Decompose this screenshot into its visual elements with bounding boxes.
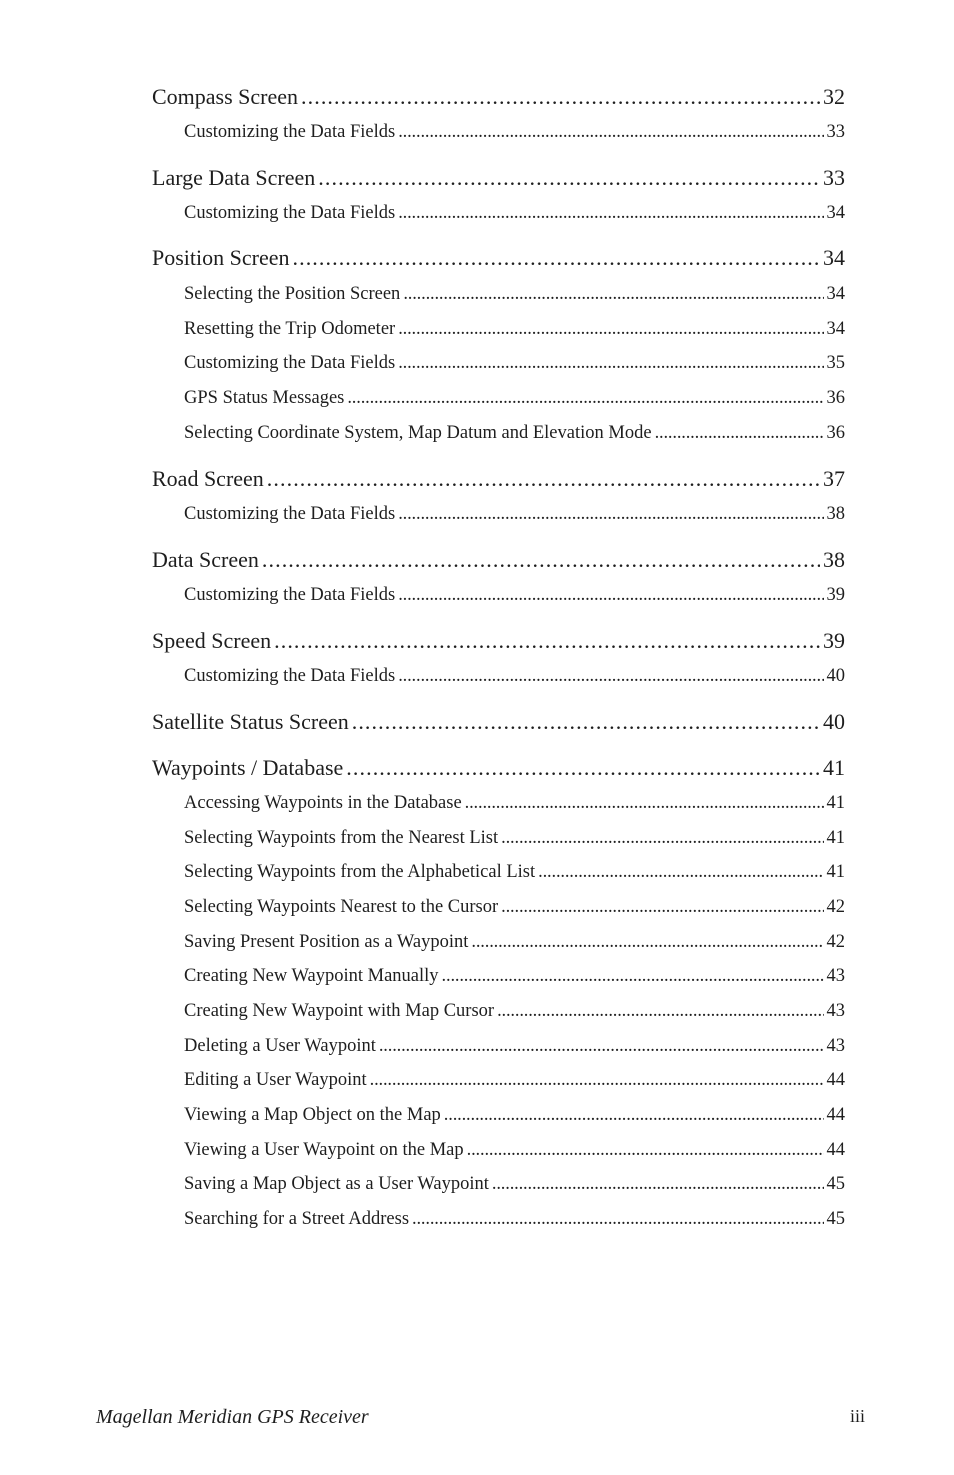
- toc-leader-dots: [501, 828, 823, 849]
- toc-entry[interactable]: [184, 1105, 845, 1126]
- toc-entry[interactable]: [184, 388, 845, 409]
- toc-leader-dots: [398, 585, 823, 606]
- toc-entry-page: 41: [823, 755, 845, 780]
- toc-entry[interactable]: [184, 1070, 845, 1091]
- toc-leader-dots: [293, 245, 821, 271]
- toc-entry-page: 43: [826, 1001, 845, 1021]
- toc-entry-title: Searching for a Street Address: [184, 1209, 410, 1229]
- toc-entry-title: Viewing a User Waypoint on the Map: [184, 1140, 464, 1160]
- toc-entry[interactable]: [184, 1036, 845, 1057]
- toc-leader-dots: [347, 388, 823, 409]
- toc-entry[interactable]: [184, 585, 845, 606]
- toc-entry[interactable]: [184, 504, 845, 525]
- toc-leader-dots: [398, 203, 823, 224]
- toc-entry[interactable]: [184, 966, 845, 987]
- toc-leader-dots: [398, 353, 823, 374]
- toc-leader-dots: [444, 1105, 824, 1126]
- toc-entry-page: 43: [826, 1036, 845, 1056]
- toc-entry-page: 45: [826, 1174, 845, 1194]
- toc-entry-title: GPS Status Messages: [184, 388, 345, 408]
- toc-entry-title: Road Screen: [152, 466, 264, 491]
- toc-entry[interactable]: [184, 423, 845, 444]
- toc-entry-page: 35: [826, 353, 845, 373]
- toc-entry-title: Position Screen: [152, 245, 290, 270]
- toc-entry-title: Resetting the Trip Odometer: [184, 319, 396, 339]
- toc-leader-dots: [471, 932, 823, 953]
- toc-entry-page: 34: [823, 245, 845, 270]
- toc-entry[interactable]: [184, 319, 845, 340]
- toc-leader-dots: [655, 423, 824, 444]
- toc-leader-dots: [318, 165, 820, 191]
- toc-leader-dots: [497, 1001, 823, 1022]
- toc-entry-title: Selecting the Position Screen: [184, 284, 401, 304]
- toc-entry-page: 44: [826, 1070, 845, 1090]
- toc-entry[interactable]: [184, 1140, 845, 1161]
- toc-entry[interactable]: [184, 1001, 845, 1022]
- toc-entry[interactable]: [152, 84, 845, 110]
- toc-entry[interactable]: [184, 284, 845, 305]
- toc-entry-page: 42: [826, 897, 845, 917]
- toc-entry-title: Selecting Coordinate System, Map Datum and Elevation Mode: [184, 423, 652, 443]
- toc-entry[interactable]: [184, 666, 845, 687]
- toc-entry-page: 38: [823, 547, 845, 572]
- toc-entry-title: Satellite Status Screen: [152, 709, 349, 734]
- toc-leader-dots: [467, 1140, 824, 1161]
- toc-entry-page: 32: [823, 84, 845, 109]
- toc-entry-title: Customizing the Data Fields: [184, 353, 396, 373]
- toc-entry-title: Creating New Waypoint Manually: [184, 966, 439, 986]
- toc-entry[interactable]: [152, 755, 845, 781]
- toc-entry[interactable]: [184, 828, 845, 849]
- toc-leader-dots: [398, 319, 823, 340]
- toc-entry-title: Selecting Waypoints from the Nearest List: [184, 828, 499, 848]
- footer-page-number: iii: [849, 1406, 865, 1426]
- toc-entry[interactable]: [184, 862, 845, 883]
- toc-entry-title: Selecting Waypoints from the Alphabetical List: [184, 862, 536, 882]
- toc-entry-page: 33: [826, 122, 845, 142]
- toc-leader-dots: [398, 666, 823, 687]
- toc-entry-title: Customizing the Data Fields: [184, 122, 396, 142]
- toc-entry[interactable]: [152, 709, 845, 735]
- footer-title: Magellan Meridian GPS Receiver: [96, 1406, 369, 1428]
- toc-entry[interactable]: [152, 628, 845, 654]
- toc-entry-title: Selecting Waypoints Nearest to the Cursor: [184, 897, 499, 917]
- toc-entry-page: 33: [823, 165, 845, 190]
- toc-entry-title: Viewing a Map Object on the Map: [184, 1105, 441, 1125]
- toc-leader-dots: [501, 897, 823, 918]
- toc-entry[interactable]: [184, 897, 845, 918]
- toc-entry[interactable]: [184, 1209, 845, 1230]
- toc-entry-title: Deleting a User Waypoint: [184, 1036, 376, 1056]
- toc-entry-page: 43: [826, 966, 845, 986]
- toc-entry-page: 41: [826, 828, 845, 848]
- toc-entry[interactable]: [152, 466, 845, 492]
- toc-entry[interactable]: [184, 353, 845, 374]
- toc-entry-page: 34: [826, 284, 845, 304]
- toc-leader-dots: [465, 793, 824, 814]
- toc-leader-dots: [412, 1209, 823, 1230]
- toc-entry-page: 34: [826, 319, 845, 339]
- toc-leader-dots: [267, 466, 820, 492]
- toc-entry[interactable]: [184, 932, 845, 953]
- toc-leader-dots: [442, 966, 824, 987]
- toc-entry-title: Editing a User Waypoint: [184, 1070, 367, 1090]
- toc-entry-page: 38: [826, 504, 845, 524]
- toc-entry-page: 34: [826, 203, 845, 223]
- toc-leader-dots: [538, 862, 823, 883]
- toc-leader-dots: [403, 284, 823, 305]
- toc-entry[interactable]: [184, 1174, 845, 1195]
- toc-entry[interactable]: [184, 793, 845, 814]
- toc-leader-dots: [398, 504, 823, 525]
- toc-entry-title: Customizing the Data Fields: [184, 666, 396, 686]
- toc-leader-dots: [352, 709, 820, 735]
- toc-leader-dots: [274, 628, 820, 654]
- toc-leader-dots: [346, 755, 820, 781]
- toc-entry-title: Customizing the Data Fields: [184, 203, 396, 223]
- toc-leader-dots: [492, 1174, 824, 1195]
- toc-entry[interactable]: [184, 203, 845, 224]
- toc-leader-dots: [301, 84, 820, 110]
- toc-entry[interactable]: [184, 122, 845, 143]
- toc-entry-page: 42: [826, 932, 845, 952]
- toc-entry-page: 36: [826, 388, 845, 408]
- toc-entry[interactable]: [152, 547, 845, 573]
- toc-entry-page: 37: [823, 466, 845, 491]
- toc-entry-title: Customizing the Data Fields: [184, 504, 396, 524]
- toc-entry-page: 40: [823, 709, 845, 734]
- toc-entry-title: Speed Screen: [152, 628, 272, 653]
- toc-entry-title: Compass Screen: [152, 84, 299, 109]
- toc-entry[interactable]: [152, 165, 845, 191]
- toc-entry-page: 44: [826, 1140, 845, 1160]
- toc-entry[interactable]: [152, 245, 845, 271]
- toc-leader-dots: [370, 1070, 824, 1091]
- toc-entry-page: 39: [826, 585, 845, 605]
- toc-entry-page: 45: [826, 1209, 845, 1229]
- toc-leader-dots: [379, 1036, 824, 1057]
- toc-entry-title: Customizing the Data Fields: [184, 585, 396, 605]
- toc-entry-title: Accessing Waypoints in the Database: [184, 793, 462, 813]
- toc-entry-title: Saving a Map Object as a User Waypoint: [184, 1174, 489, 1194]
- toc-entry-page: 41: [826, 793, 845, 813]
- toc-entry-page: 36: [826, 423, 845, 443]
- toc-leader-dots: [262, 547, 820, 573]
- toc-entry-page: 40: [826, 666, 845, 686]
- toc-entry-title: Large Data Screen: [152, 165, 316, 190]
- toc-entry-title: Creating New Waypoint with Map Cursor: [184, 1001, 495, 1021]
- toc-entry-title: Data Screen: [152, 547, 259, 572]
- toc-entry-title: Saving Present Position as a Waypoint: [184, 932, 469, 952]
- toc-entry-title: Waypoints / Database: [152, 755, 344, 780]
- toc-entry-page: 39: [823, 628, 845, 653]
- toc-entry-page: 44: [826, 1105, 845, 1125]
- toc-entry-page: 41: [826, 862, 845, 882]
- toc-leader-dots: [398, 122, 823, 143]
